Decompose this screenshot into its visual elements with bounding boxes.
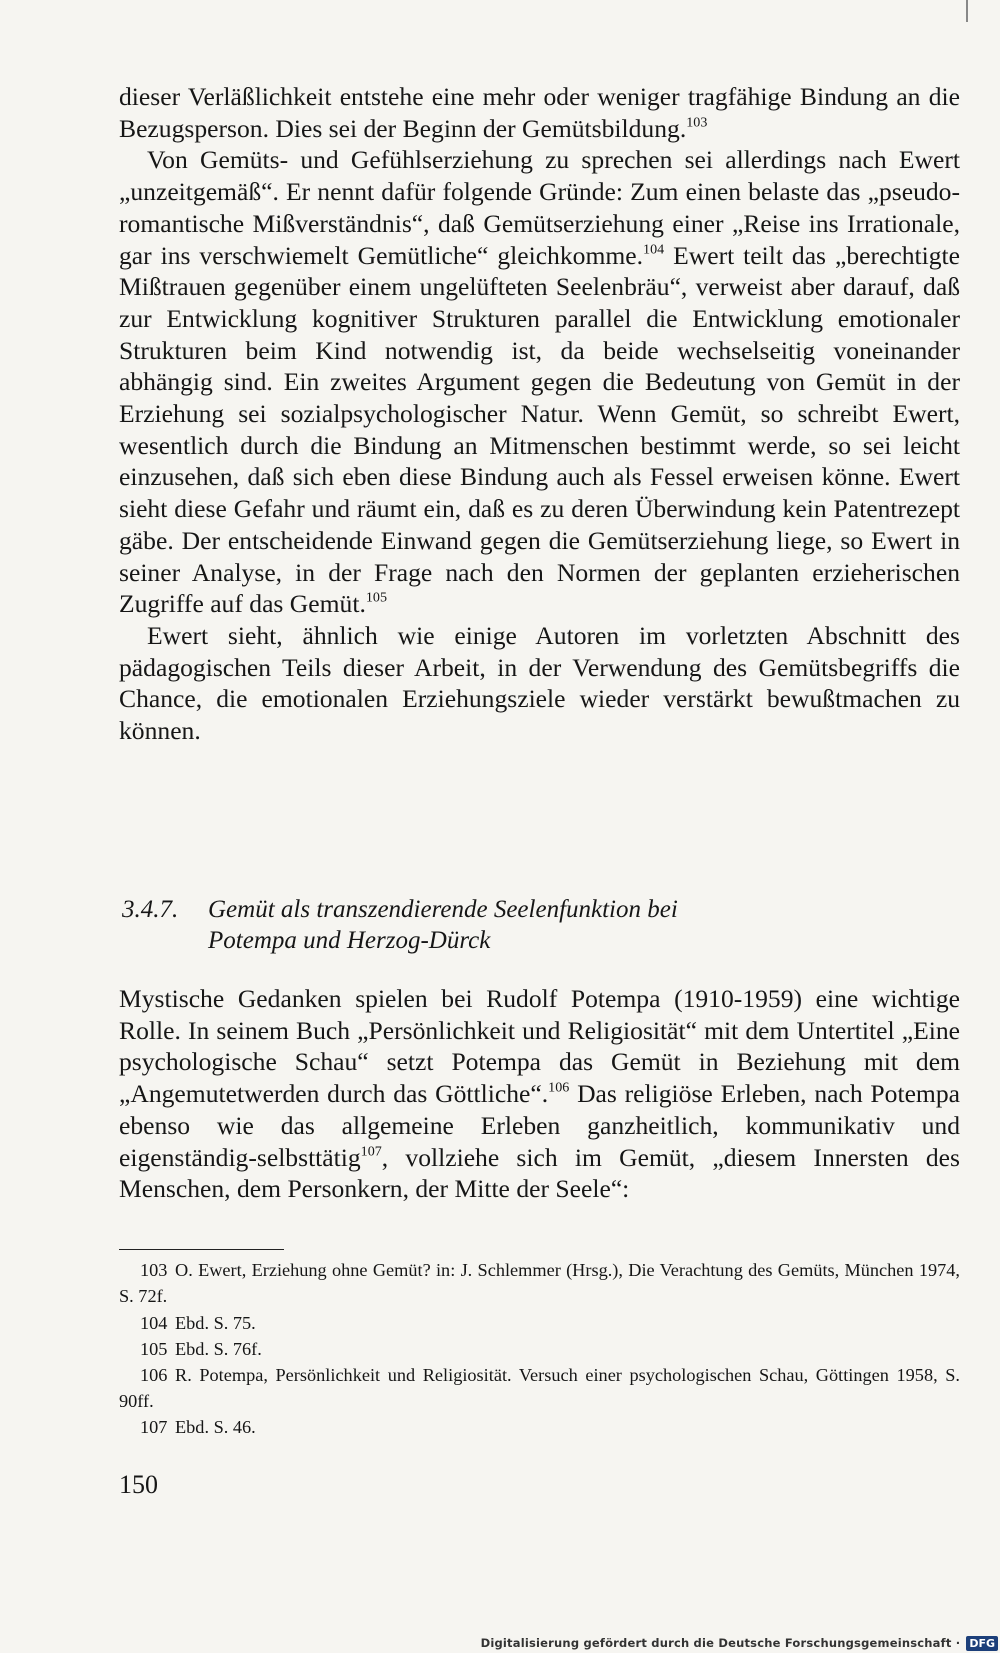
dfg-logo: DFG xyxy=(966,1636,998,1651)
footnote-104: 104 Ebd. S. 75. xyxy=(140,1313,256,1333)
footnote-103: 103 O. Ewert, Erziehung ohne Gemüt? in: J. Schlemmer (Hrsg.), Die Verachtung des Gemüts, München 1974, S. 72f. xyxy=(119,1260,960,1306)
paragraph-4: Mystische Gedanken spielen bei Rudolf Potempa (1910-1959) eine wichtige Rolle. In seinem Buch „Persönlichkeit und Religiosität“ mit dem Untertitel „Eine psychologische Schau“ setzt Potempa das Gemüt in Beziehung mit dem „Angemutetwerden durch das Göttliche“.$^{106}$ Das religiöse Erleben, nach Potempa ebenso wie das allgemeine Erleben ganzheitlich, kommunikativ und eigenständig-selbsttätig$^{107}$, vollziehe sich im Gemüt, „diesem Innersten des Menschen, dem Personkern, der Mitte der Seele“: xyxy=(119,984,960,1204)
page-number: 150 xyxy=(119,1470,158,1499)
footnote-107: 107 Ebd. S. 46. xyxy=(140,1417,256,1437)
footnote-106: 106 R. Potempa, Persönlichkeit und Religiosität. Versuch einer psychologischen Schau, Göttingen 1958, S. 90ff. xyxy=(119,1365,960,1411)
footnote-ref-105: 105 xyxy=(365,589,387,606)
footnote-divider xyxy=(119,1249,284,1250)
section-heading xyxy=(122,894,962,956)
paragraph-3: Ewert sieht, ähnlich wie einige Autoren im vorletzten Abschnitt des pädagogischen Teils dieser Arbeit, in der Verwendung des Gemütsbegriffs die Chance, die emotionalen Erziehungsziele wieder verstärkt bewußtmachen zu können. xyxy=(119,620,960,746)
footnote-ref-103: 103 xyxy=(686,114,708,131)
digitization-text: Digitalisierung gefördert durch die Deutsche Forschungsgemeinschaft · xyxy=(480,1636,961,1650)
paragraph-1: dieser Verläßlichkeit entstehe eine mehr oder weniger tragfähige Bindung an die Bezugsperson. Dies sei der Beginn der Gemütsbildung.$^{103}$ xyxy=(119,82,960,143)
footnote-ref-107: 107 xyxy=(360,1142,382,1159)
body-text-bottom xyxy=(119,983,960,1205)
footnotes xyxy=(119,1257,960,1440)
footnote-ref-106: 106 xyxy=(548,1079,570,1096)
paragraph-2: Von Gemüts- und Gefühlserziehung zu sprechen sei allerdings nach Ewert „unzeitgemäß“. Er nennt dafür folgende Gründe: Zum einen belaste das „pseudo-romantische Mißverständnis“, daß Gemütserziehung einer „Reise ins Irrationale, gar ins verschwiemelt Gemütliche“ gleichkomme.$^{104}$ Ewert teilt das „berechtigte Mißtrauen gegenüber einem ungelüfteten Seelenbräu“, verweist aber darauf, daß zur Entwicklung kognitiver Strukturen parallel die Entwicklung emotionaler Strukturen beim Kind notwendig ist, da beide wechselseitig voneinander abhängig sind. Ein zweites Argument gegen die Bedeutung von Gemüt in der Erziehung sei sozialpsychologischer Natur. Wenn Gemüt, so schreibt Ewert, wesentlich durch die Bindung an Mitmenschen bestimmt werde, so sei leicht einzusehen, daß sich eben diese Bindung auch als Fessel erweisen könne. Ewert sieht diese Gefahr und räumt ein, daß es zu deren Überwindung kein Patentrezept gäbe. Der entscheidende Einwand gegen die Gemütserziehung liege, so Ewert in seiner Analyse, in der Frage nach den Normen der geplanten erzieherischen Zugriffe auf das Gemüt.$^{105}$ xyxy=(119,145,961,619)
section-title: Gemüt als transzendierende Seelenfunktion bei Potempa und Herzog-Dürck xyxy=(208,896,678,954)
footnote-105: 105 Ebd. S. 76f. xyxy=(140,1339,262,1359)
digitization-notice xyxy=(481,1633,1000,1653)
page-edge-mark xyxy=(966,0,968,22)
section-number: 3.4.7. xyxy=(122,896,179,923)
body-text-top xyxy=(119,81,960,747)
footnote-ref-104: 104 xyxy=(643,240,665,257)
